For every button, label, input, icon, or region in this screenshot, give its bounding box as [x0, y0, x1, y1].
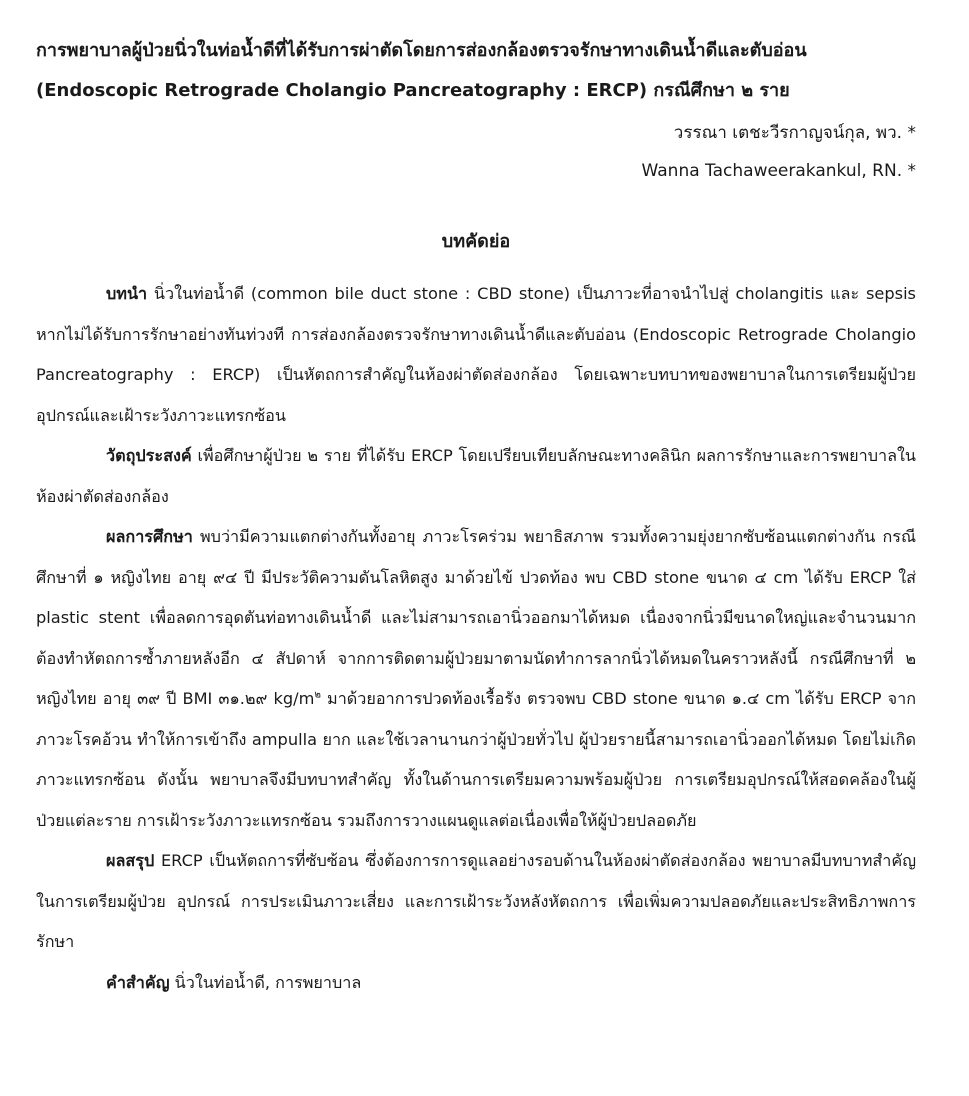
results-superscript: ๒ — [314, 689, 321, 701]
abstract-heading: บทคัดย่อ — [441, 231, 511, 252]
abstract-body — [36, 274, 916, 1003]
abstract-keywords-paragraph — [36, 963, 916, 1004]
paper-title-line-1: การพยาบาลผู้ป่วยนิ่วในท่อน้ำดีที่ได้รับการผ่าตัดโดยการส่องกล้องตรวจรักษาทางเดินน้ำดีและตับอ่อน — [36, 40, 807, 61]
results-label: ผลการศึกษา — [106, 527, 193, 546]
objective-label: วัตถุประสงค์ — [106, 446, 192, 465]
author-english: Wanna Tachaweerakankul, RN. * — [641, 161, 916, 181]
results-text-part-1: พบว่ามีความแตกต่างกันทั้งอายุ ภาวะโรคร่วม พยาธิสภาพ รวมทั้งความยุ่งยากซับซ้อนแตกต่างกัน กรณีศึกษาที่ ๑ หญิงไทย อายุ ๙๔ ปี มีประวัติความดันโลหิตสูง มาด้วยไข้ ปวดท้อง พบ CBD stone ขนาด ๔ cm ได้รับ ERCP ใส่ plastic stent เพื่อลดการอุดตันท่อทางเดินน้ำดี และไม่สามารถเอานิ่วออกมาได้หมด เนื่องจากนิ่วมีขนาดใหญ่และจำนวนมาก ต้องทำหัตถการซ้ำภายหลังอีก ๔ สัปดาห์ จากการติดตามผู้ป่วยมาตามนัดทำการลากนิ่วได้หมดในคราวหลังนี้ กรณีศึกษาที่ ๒ หญิงไทย อายุ ๓๙ ปี BMI ๓๑.๒๙ kg/m — [36, 527, 916, 708]
abstract-conclusion-paragraph — [36, 841, 916, 963]
conclusion-text: ERCP เป็นหัตถการที่ซับซ้อน ซึ่งต้องการการดูแลอย่างรอบด้านในห้องผ่าตัดส่องกล้อง พยาบาลมีบทบาทสำคัญในการเตรียมผู้ป่วย อุปกรณ์ การประเมินภาวะเสี่ยง และการเฝ้าระวังหลังหัตถการ เพื่อเพิ่มความปลอดภัยและประสิทธิภาพการรักษา — [36, 851, 916, 951]
keywords-text: นิ่วในท่อน้ำดี, การพยาบาล — [169, 972, 362, 992]
results-text-part-2: มาด้วยอาการปวดท้องเรื้อรัง ตรวจพบ CBD stone ขนาด ๑.๔ cm ได้รับ ERCP จากภาวะโรคอ้วน ทำให้การเข้าถึง ampulla ยาก และใช้เวลานานกว่าผู้ป่วยทั่วไป ผู้ป่วยรายนี้สามารถเอานิ่วออกได้หมด โดยไม่เกิดภาวะแทรกซ้อน ดังนั้น พยาบาลจึงมีบทบาทสำคัญ ทั้งในด้านการเตรียมความพร้อมผู้ป่วย การเตรียมอุปกรณ์ให้สอดคล้องในผู้ป่วยแต่ละราย การเฝ้าระวังภาวะแทรกซ้อน รวมถึงการวางแผนดูแลต่อเนื่องเพื่อให้ผู้ป่วยปลอดภัย — [36, 689, 916, 830]
objective-text: เพื่อศึกษาผู้ป่วย ๒ ราย ที่ได้รับ ERCP โดยเปรียบเทียบลักษณะทางคลินิก ผลการรักษาและการพยาบาลในห้องผ่าตัดส่องกล้อง — [36, 446, 916, 506]
abstract-results-paragraph — [36, 517, 916, 841]
abstract-objective-paragraph — [36, 436, 916, 517]
intro-label: บทนำ — [106, 284, 148, 303]
abstract-intro-paragraph — [36, 274, 916, 436]
keywords-label: คำสำคัญ — [106, 972, 170, 992]
paper-title-line-2: (Endoscopic Retrograde Cholangio Pancreatography : ERCP) กรณีศึกษา ๒ ราย — [36, 80, 790, 101]
conclusion-label: ผลสรุป — [106, 851, 155, 870]
author-thai: วรรณา เตชะวีรกาญจน์กุล, พว. * — [673, 123, 916, 143]
intro-text: นิ่วในท่อน้ำดี (common bile duct stone : CBD stone) เป็นภาวะที่อาจนำไปสู่ cholangitis และ sepsis หากไม่ได้รับการรักษาอย่างทันท่วงที การส่องกล้องตรวจรักษาทางเดินน้ำดีและตับอ่อน (Endoscopic Retrograde Cholangio Pancreatography : ERCP) เป็นหัตถการสำคัญในห้องผ่าตัดส่องกล้อง โดยเฉพาะบทบาทของพยาบาลในการเตรียมผู้ป่วย อุปกรณ์และเฝ้าระวังภาวะแทรกซ้อน — [36, 284, 916, 425]
